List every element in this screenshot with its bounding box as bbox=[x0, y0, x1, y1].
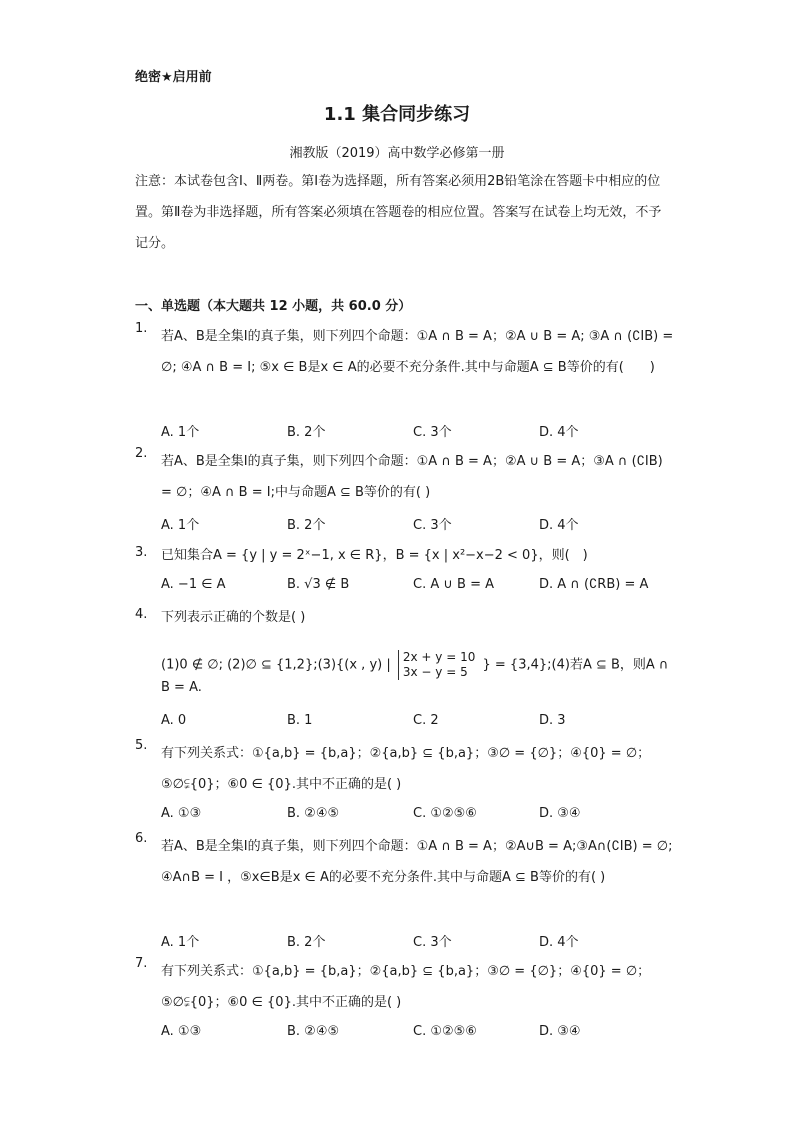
option-d[interactable]: D. ③④ bbox=[539, 806, 581, 821]
option-a[interactable]: A. ①③ bbox=[161, 1024, 202, 1039]
option-a[interactable]: A. ①③ bbox=[161, 806, 202, 821]
option-b[interactable]: B. 2个 bbox=[287, 518, 326, 533]
option-c[interactable]: C. ①②⑤⑥ bbox=[413, 806, 477, 821]
question-4-statements bbox=[161, 650, 681, 695]
question-5-options bbox=[161, 806, 671, 826]
question-4 bbox=[135, 607, 675, 629]
question-stem: 下列表示正确的个数是( ) bbox=[161, 610, 306, 625]
question-3 bbox=[135, 545, 675, 567]
page-title: 1.1 集合同步练习 bbox=[323, 104, 471, 125]
option-d[interactable]: D. A ∩ (∁RB) = A bbox=[539, 577, 649, 592]
question-number: 7. bbox=[135, 956, 148, 971]
question-number: 5. bbox=[135, 738, 148, 753]
question-7 bbox=[135, 956, 675, 1018]
question-number: 1. bbox=[135, 321, 148, 336]
question-number: 4. bbox=[135, 607, 148, 622]
option-c[interactable]: C. ①②⑤⑥ bbox=[413, 1024, 477, 1039]
question-1-options bbox=[161, 421, 671, 441]
question-2 bbox=[135, 446, 675, 508]
option-c[interactable]: C. A ∪ B = A bbox=[413, 577, 494, 592]
equation-line-1: 2x + y = 10 bbox=[402, 650, 476, 664]
question-stem: 若A、B是全集I的真子集，则下列四个命题：①A ∩ B = A；②A ∪ B = A；③A ∩ (∁IB) = ∅；④A ∩ B = I;中与命题A ⊆ B等价的有( ) bbox=[161, 454, 663, 500]
option-b[interactable]: B. ②④⑤ bbox=[287, 806, 340, 821]
option-c[interactable]: C. 3个 bbox=[413, 518, 452, 533]
question-stem: 已知集合A = {y | y = 2ˣ−1, x ∈ R}，B = {x | x²−x−2 < 0}，则( ) bbox=[161, 548, 588, 563]
option-d[interactable]: D. ③④ bbox=[539, 1024, 581, 1039]
question-7-options bbox=[161, 1024, 671, 1044]
question-stem: 若A、B是全集I的真子集，则下列四个命题：①A ∩ B = A；②A∪B = A;③A∩(∁IB) = ∅; ④A∩B = I ，⑤x∈B是x ∈ A的必要不充分条件.其中与命题A ⊆ B等价的有( ) bbox=[161, 839, 673, 885]
option-d[interactable]: D. 4个 bbox=[539, 935, 579, 950]
option-c[interactable]: C. 3个 bbox=[413, 935, 452, 950]
option-d[interactable]: D. 4个 bbox=[539, 425, 579, 440]
question-6 bbox=[135, 831, 675, 893]
section-heading: 一、单选题（本大题共 12 小题，共 60.0 分） bbox=[135, 299, 412, 314]
question-number: 2. bbox=[135, 446, 148, 461]
option-b[interactable]: B. √3 ∉ B bbox=[287, 577, 350, 592]
equation-system bbox=[398, 650, 475, 680]
option-b[interactable]: B. 1 bbox=[287, 713, 313, 728]
option-b[interactable]: B. 2个 bbox=[287, 935, 326, 950]
question-4-options bbox=[161, 713, 671, 733]
question-2-options bbox=[161, 514, 671, 534]
option-a[interactable]: A. 1个 bbox=[161, 935, 200, 950]
confidential-mark: 绝密★启用前 bbox=[135, 70, 212, 85]
option-b[interactable]: B. 2个 bbox=[287, 425, 326, 440]
question-stem: 有下列关系式：①{a,b} = {b,a}；②{a,b} ⊆ {b,a}；③∅ = {∅}；④{0} = ∅；⑤∅⫋{0}；⑥0 ∈ {0}.其中不正确的是( ) bbox=[161, 746, 651, 792]
page-subtitle: 湘教版（2019）高中数学必修第一册 bbox=[289, 146, 505, 161]
question-3-options bbox=[161, 577, 671, 597]
question-1 bbox=[135, 321, 675, 383]
option-a[interactable]: A. 1个 bbox=[161, 425, 200, 440]
statement-suffix: } = {3,4};(4)若A ⊆ B，则A ∩ B = A. bbox=[161, 657, 669, 695]
statement-prefix: (1)0 ∉ ∅; (2)∅ ⊆ {1,2};(3){(x , y) | bbox=[161, 657, 391, 673]
question-stem: 有下列关系式：①{a,b} = {b,a}；②{a,b} ⊆ {b,a}；③∅ = {∅}；④{0} = ∅；⑤∅⫋{0}；⑥0 ∈ {0}.其中不正确的是( ) bbox=[161, 964, 651, 1010]
question-stem: 若A、B是全集I的真子集，则下列四个命题：①A ∩ B = A；②A ∪ B = A; ③A ∩ (∁IB) = ∅; ④A ∩ B = I; ⑤x ∈ B是x ∈ A的必要不充分条件.其中与命题A ⊆ B等价的有( ) bbox=[161, 329, 674, 375]
option-a[interactable]: A. 0 bbox=[161, 713, 187, 728]
question-number: 6. bbox=[135, 831, 148, 846]
question-6-options bbox=[161, 931, 671, 951]
exam-notice: 注意：本试卷包含Ⅰ、Ⅱ两卷。第Ⅰ卷为选择题，所有答案必须用2B铅笔涂在答题卡中相应的位置。第Ⅱ卷为非选择题，所有答案必须填在答题卷的相应位置。答案写在试卷上均无效，不予记分。 bbox=[135, 174, 662, 251]
option-a[interactable]: A. −1 ∈ A bbox=[161, 577, 226, 592]
option-a[interactable]: A. 1个 bbox=[161, 518, 200, 533]
option-d[interactable]: D. 4个 bbox=[539, 518, 579, 533]
question-5 bbox=[135, 738, 675, 800]
option-c[interactable]: C. 3个 bbox=[413, 425, 452, 440]
question-number: 3. bbox=[135, 545, 148, 560]
equation-line-2: 3x − y = 5 bbox=[402, 665, 468, 679]
option-c[interactable]: C. 2 bbox=[413, 713, 439, 728]
option-d[interactable]: D. 3 bbox=[539, 713, 566, 728]
option-b[interactable]: B. ②④⑤ bbox=[287, 1024, 340, 1039]
